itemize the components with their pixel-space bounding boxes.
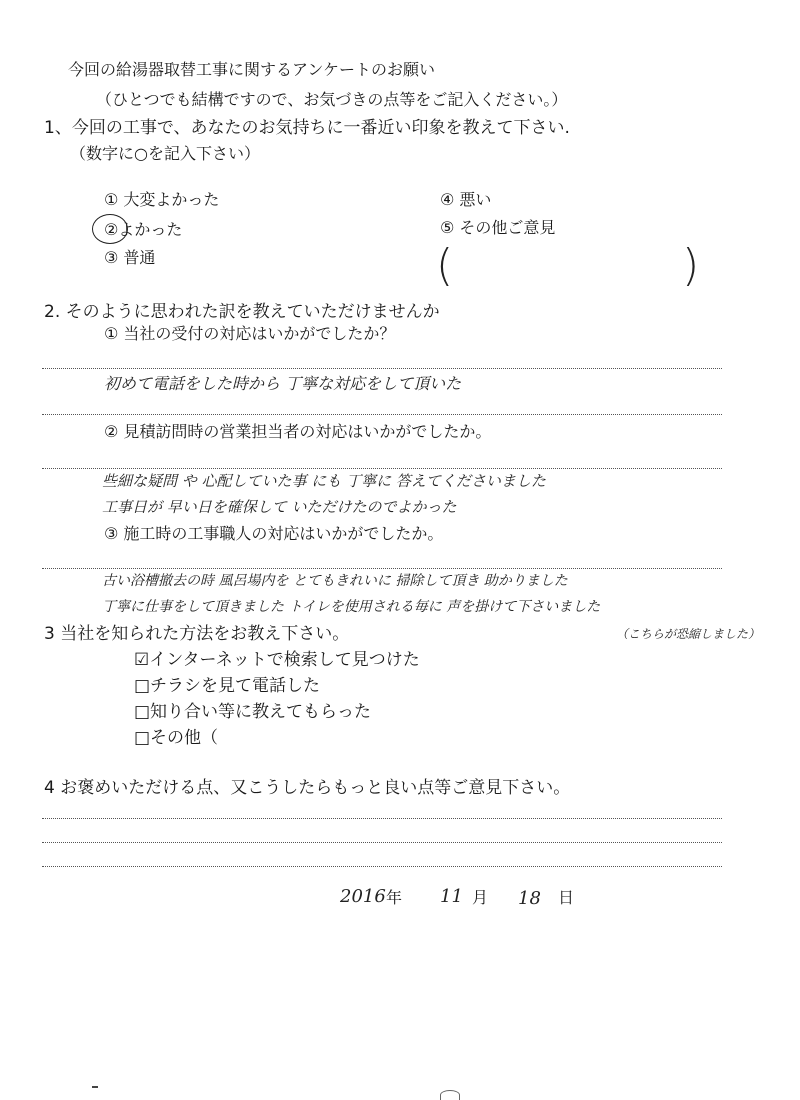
scan-artifact [440, 1090, 460, 1100]
q1-option-1[interactable]: ① 大変よかった [104, 190, 220, 209]
q2-sub-3: ③ 施工時の工事職人の対応はいかがでしたか。 [104, 524, 444, 543]
answer-line [42, 818, 722, 819]
date-day: 18 [518, 888, 541, 909]
q3-question: 3 当社を知られた方法をお教え下さい。 [44, 624, 350, 644]
date-month-label: 月 [472, 888, 489, 907]
q3-option-acquaintance[interactable]: □知り合い等に教えてもらった [134, 702, 372, 722]
date-year-label: 年 [386, 888, 403, 907]
q1-option-2[interactable]: ②よかった [104, 220, 183, 239]
q1-question: 1、今回の工事で、あなたのお気持ちに一番近い印象を教えて下さい. [44, 118, 570, 138]
survey-subtitle: （ひとつでも結構ですので、お気づきの点等をご記入ください。） [96, 90, 568, 109]
q1-option-3[interactable]: ③ 普通 [104, 248, 156, 267]
q2-answer-2b: 工事日が 早い日を確保して いただけたのでよかった [102, 498, 457, 516]
q2-answer-3c: （こちらが恐縮しました） [616, 627, 761, 641]
scan-artifact [92, 1086, 98, 1088]
answer-line [42, 568, 722, 569]
q4-question: 4 お褒めいただける点、又こうしたらもっと良い点等ご意見下さい。 [44, 778, 571, 798]
q2-answer-2a: 些細な疑問 や 心配していた事 にも 丁寧に 答えてくださいました [102, 472, 546, 490]
selected-circle-mark [92, 214, 128, 244]
close-paren: ) [682, 240, 700, 291]
answer-line [42, 842, 722, 843]
answer-line [42, 414, 722, 415]
q2-sub-1: ① 当社の受付の対応はいかがでしたか？ [104, 324, 396, 343]
date-month: 11 [440, 886, 463, 907]
open-paren: ( [436, 240, 454, 291]
q3-option-other[interactable]: □その他（ [134, 728, 219, 748]
answer-line [42, 866, 722, 867]
date-day-label: 日 [558, 888, 575, 907]
q3-option-flyer[interactable]: □チラシを見て電話した [134, 676, 321, 696]
q1-option-4[interactable]: ④ 悪い [440, 190, 492, 209]
q2-sub-2: ② 見積訪問時の営業担当者の対応はいかがでしたか。 [104, 422, 492, 441]
q1-option-5[interactable]: ⑤ その他ご意見 [440, 218, 556, 237]
q3-option-internet[interactable]: ☑インターネットで検索して見つけた [134, 650, 420, 670]
q2-question: 2. そのように思われた訳を教えていただけませんか [44, 302, 440, 322]
answer-line [42, 368, 722, 369]
q2-answer-3a: 古い浴槽撤去の時 風呂場内を とてもきれいに 掃除して頂き 助かりました [102, 573, 568, 589]
survey-title: 今回の給湯器取替工事に関するアンケートのお願い [68, 60, 436, 79]
q2-answer-3b: 丁寧に仕事をして頂きました トイレを使用される毎に 声を掛けて下さいました [102, 599, 601, 615]
q1-instruction: （数字に○を記入下さい） [70, 144, 260, 163]
q2-answer-1: 初めて電話をした時から 丁寧な対応をして頂いた [104, 374, 462, 393]
answer-line [42, 468, 722, 469]
date-year: 2016 [340, 886, 386, 907]
